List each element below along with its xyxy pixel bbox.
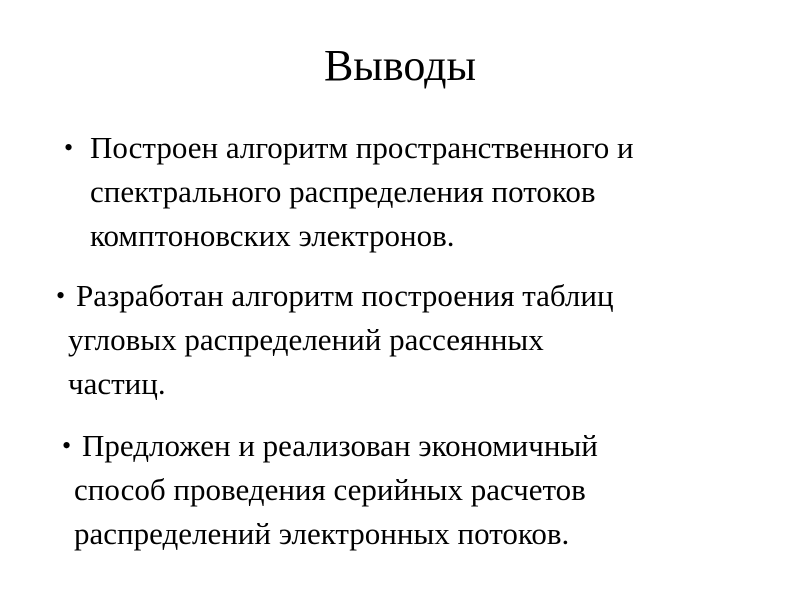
bullet-item-1 [64, 126, 634, 258]
bullet-dot-icon: • [56, 281, 66, 310]
bullet-2-line-1: Разработан алгоритм построения таблиц [76, 278, 614, 313]
bullet-item-2 [56, 274, 614, 406]
bullet-3-line-1: Предложен и реализован экономичный [82, 428, 598, 463]
bullet-3-line-3: распределений электронных потоков. [74, 516, 570, 551]
bullet-dot-icon: • [62, 431, 72, 460]
bullet-3-line-2: способ проведения серийных расчетов [74, 472, 586, 507]
bullet-2-line-2: угловых распределений рассеянных [68, 322, 544, 357]
bullet-dot-icon: • [64, 133, 74, 162]
bullet-1-line-3: комптоновских электронов. [90, 218, 455, 253]
bullet-1-line-2: спектрального распределения потоков [90, 174, 596, 209]
bullet-1-line-1: Построен алгоритм пространственного и [90, 130, 634, 165]
bullet-item-3 [62, 424, 598, 556]
slide-title: Выводы [323, 41, 477, 90]
bullet-2-line-3: частиц. [68, 366, 166, 401]
